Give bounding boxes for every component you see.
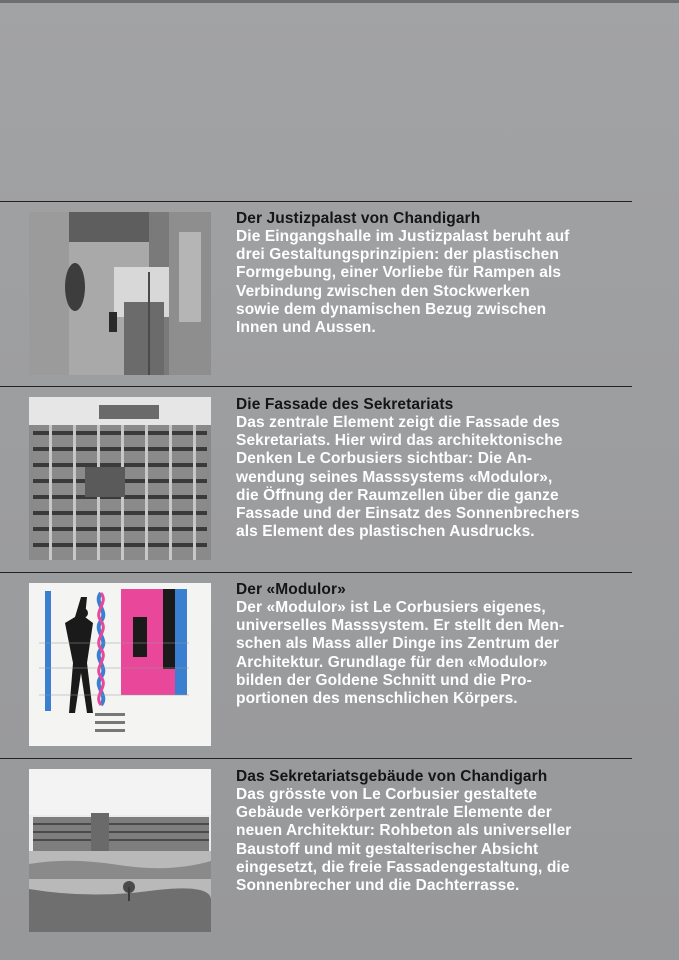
modulor-diagram: [29, 583, 211, 746]
entry-text-1: [236, 210, 656, 337]
section-divider: [0, 201, 632, 202]
page-top-edge: [0, 0, 679, 3]
entry-body: Der «Modulor» ist Le Corbusiers eigenes, universelles Masssystem. Er stellt den Men- schen als Mass aller Dinge ins Zentrum der Architektur. Grundlage für den «Modulor» bilden der Goldene Schnitt und die Pro- portionen des menschlichen Körpers.: [236, 599, 565, 708]
entry-title: Das Sekretariatsgebäude von Chandigarh: [236, 768, 548, 785]
entry-text-3: [236, 581, 656, 708]
entry-title: Der «Modulor»: [236, 581, 346, 598]
entry-text-2: [236, 396, 656, 541]
entry-title: Der Justizpalast von Chandigarh: [236, 210, 481, 227]
entry-title: Die Fassade des Sekretariats: [236, 396, 454, 413]
entry-body: Das zentrale Element zeigt die Fassade des Sekretariats. Hier wird das architektonische Denken Le Corbusiers sichtbar: Die An- wendung seines Masssystems «Modulor», die Öffnung der Raumzellen über die ganze Fassade und der Einsatz des Sonnenbrechers als Element des plastischen Ausdrucks.: [236, 414, 580, 541]
section-divider: [0, 572, 632, 573]
justizpalast-photo: [29, 212, 211, 375]
entry-body: Die Eingangshalle im Justizpalast beruht auf drei Gestaltungsprinzipien: der plastischen Formgebung, einer Vorliebe für Rampen als Verbindung zwischen den Stockwerken sowie dem dynamischen Bezug zwischen Innen und Aussen.: [236, 228, 570, 337]
entry-body: Das grösste von Le Corbusier gestaltete Gebäude verkörpert zentrale Elemente der neuen Architektur: Rohbeton als universeller Baustoff und mit gestalterischer Absicht eingesetzt, die freie Fassadengestaltung, die Sonnenbrecher und die Dachterrasse.: [236, 786, 572, 895]
entry-text-4: [236, 768, 656, 895]
sekretariat-fassade-photo: [29, 397, 211, 560]
sekretariatsgebaeude-photo: [29, 769, 211, 932]
section-divider: [0, 758, 632, 759]
section-divider: [0, 386, 632, 387]
